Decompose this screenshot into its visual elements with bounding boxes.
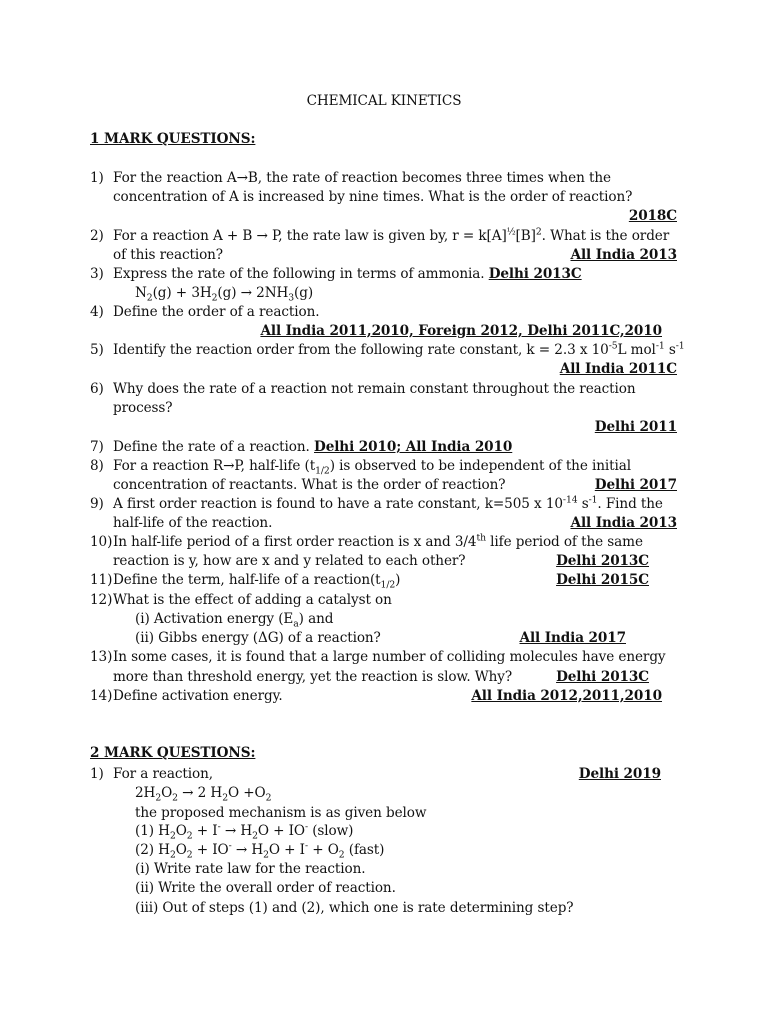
question-13 — [0, 648, 768, 667]
exam-tag: Delhi 2013C — [556, 669, 649, 685]
question-text: For a reaction A + B → P, the rate law is given by, $r = k[A]^{\frac{1}{2}}[B]^2$. What is the order — [113, 226, 670, 244]
question-number: 7) — [90, 439, 104, 455]
question-number: 2) — [90, 228, 104, 244]
section-heading-1-mark: 1 MARK QUESTIONS: — [90, 131, 256, 147]
exam-tag: All India 2012,2011,2010 — [471, 688, 662, 704]
sub-question: (iii) Out of steps (1) and (2), which one is rate determining step? — [135, 900, 574, 916]
question-text: half-life of the reaction. — [113, 515, 273, 531]
exam-tag: Delhi 2013C — [556, 553, 649, 569]
question-14 — [0, 687, 768, 706]
question-text: Define activation energy. — [113, 688, 283, 704]
question-number: 8) — [90, 458, 104, 474]
question-number: 1) — [90, 170, 104, 186]
exam-tag: All India 2011,2010, Foreign 2012, Delhi 2011C,2010 — [260, 323, 662, 339]
question-3 — [0, 265, 768, 284]
question-text: Define the rate of a reaction. Delhi 2010; All India 2010 — [113, 439, 513, 455]
question-text: In half-life period of a first order reaction is x and 3/4th life period of the same — [113, 532, 643, 550]
question-number: 9) — [90, 496, 104, 512]
question-number: 3) — [90, 266, 104, 282]
question-number: 4) — [90, 304, 104, 320]
mechanism-step-2: (2) $H_2O_2 + IO^- \to H_2O + I^- + O_2$ (fast) — [135, 840, 385, 861]
question-text: In some cases, it is found that a large number of colliding molecules have energy — [113, 649, 666, 665]
question-number: 12) — [90, 592, 113, 608]
question-6 — [0, 380, 768, 399]
question-2 — [0, 227, 768, 246]
sub-question: (i) Activation energy $(E_a)$ and — [135, 611, 334, 630]
question-text: Express the rate of the following in terms of ammonia. Delhi 2013C — [113, 266, 582, 282]
sub-question: (ii) Write the overall order of reaction. — [135, 880, 396, 896]
section-heading-2-mark: 2 MARK QUESTIONS: — [90, 745, 256, 761]
question-12 — [0, 591, 768, 610]
exam-tag: Delhi 2013C — [488, 266, 582, 282]
exam-tag: Delhi 2019 — [578, 766, 661, 782]
question-1 — [0, 169, 768, 188]
sub-question: (i) Write rate law for the reaction. — [135, 861, 366, 877]
question-text: For the reaction A→B, the rate of reaction becomes three times when the — [113, 170, 611, 186]
question-number: 13) — [90, 649, 113, 665]
sub-question: (ii) Gibbs energy (ΔG) of a reaction? — [135, 630, 381, 646]
mechanism-step-1: (1) $H_2O_2 + I^- \to H_2O + IO^-$ (slow) — [135, 821, 354, 842]
question-text: more than threshold energy, yet the reaction is slow. Why? — [113, 669, 513, 685]
question-5 — [0, 341, 768, 360]
question-text: Define the order of a reaction. — [113, 304, 320, 320]
question-text: concentration of A is increased by nine times. What is the order of reaction? — [113, 189, 633, 205]
question-7 — [0, 438, 768, 457]
question-text: process? — [113, 400, 173, 416]
exam-tag: All India 2017 — [519, 630, 626, 646]
exam-tag: All India 2011C — [559, 361, 677, 377]
question-number: 6) — [90, 381, 104, 397]
question-text: For a reaction R→P, half-life $(t_{1/2})$ is observed to be independent of the initial — [113, 458, 632, 477]
question-text: A first order reaction is found to have a rate constant, k=505 x $10^{-14}$ $s^{-1}$. Find the — [113, 494, 663, 512]
question-text: Why does the rate of a reaction not remain constant throughout the reaction — [113, 381, 636, 397]
question-number: 11) — [90, 572, 113, 588]
page-title: CHEMICAL KINETICS — [306, 93, 462, 109]
exam-tag: Delhi 2017 — [594, 477, 677, 493]
exam-tag: Delhi 2010; All India 2010 — [314, 439, 513, 455]
question-2mark-1 — [0, 765, 768, 784]
question-text: What is the effect of adding a catalyst on — [113, 592, 392, 608]
question-11 — [0, 571, 768, 590]
question-9 — [0, 495, 768, 514]
chemical-equation: $2H_2O_2 \to 2$ $H_2O +O_2$ — [135, 785, 272, 804]
chemical-equation: $N_2(g) + 3H_2(g) \to 2NH_3(g)$ — [135, 285, 314, 304]
question-number: 14) — [90, 688, 113, 704]
question-text: the proposed mechanism is as given below — [135, 805, 427, 821]
question-number: 10) — [90, 534, 113, 550]
question-text: For a reaction, — [113, 766, 213, 782]
question-number: 5) — [90, 342, 104, 358]
question-number: 1) — [90, 766, 104, 782]
exam-tag: All India 2013 — [570, 247, 677, 263]
question-4 — [0, 303, 768, 322]
question-8 — [0, 457, 768, 476]
question-text: of this reaction? — [113, 247, 223, 263]
exam-tag: 2018C — [628, 208, 677, 224]
exam-tag: Delhi 2011 — [594, 419, 677, 435]
question-text: reaction is y, how are x and y related to each other? — [113, 553, 466, 569]
exam-tag: Delhi 2015C — [556, 572, 649, 588]
question-10 — [0, 533, 768, 552]
question-text: Identify the reaction order from the following rate constant, k = 2.3 x $10^{-5}L$ mol$^{-1}$ $s^{-1}$ — [113, 340, 685, 358]
question-text: Define the term, half-life of a $reaction(t_{1/2})$ — [113, 572, 401, 591]
exam-tag: All India 2013 — [570, 515, 677, 531]
question-text: concentration of reactants. What is the order of reaction? — [113, 477, 506, 493]
